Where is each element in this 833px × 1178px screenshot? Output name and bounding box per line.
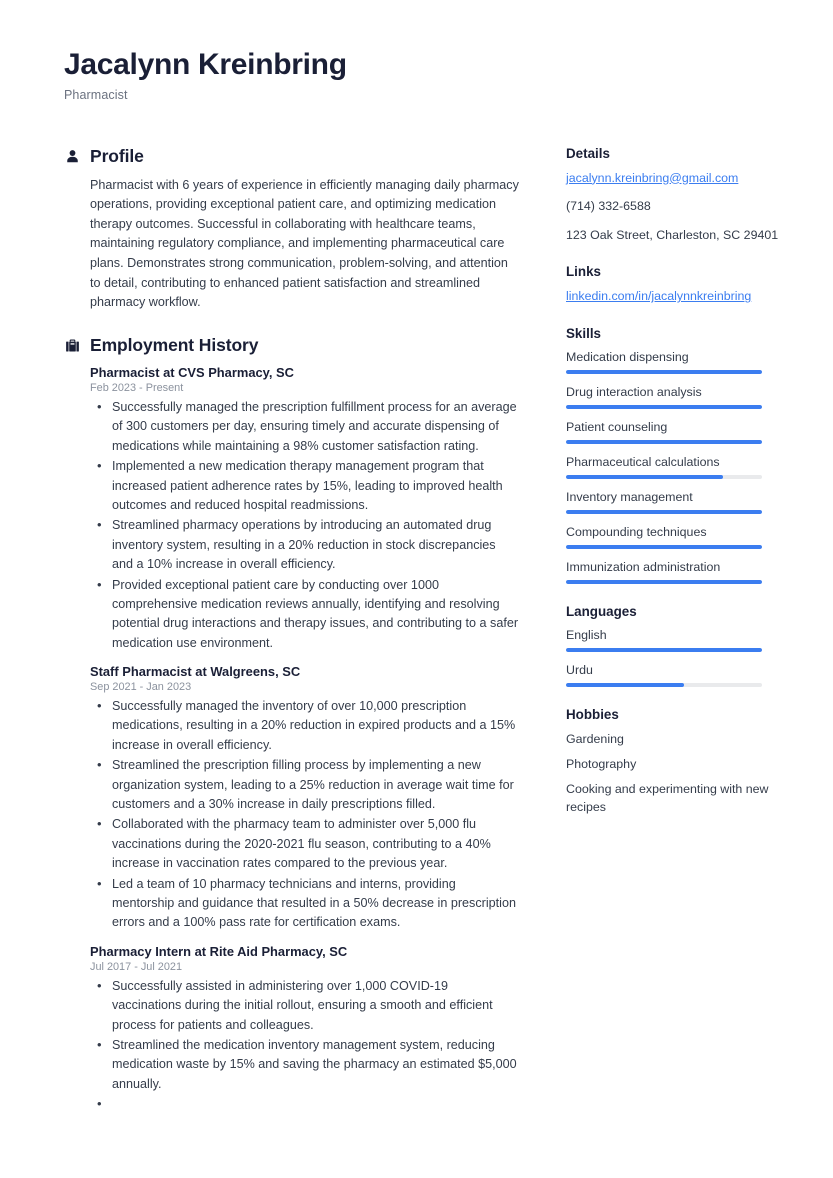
section-profile-header [64,146,520,167]
section-languages-title: Languages [566,603,637,619]
skill-item [566,420,785,444]
section-links [566,264,785,306]
linkedin-link[interactable]: linkedin.com/in/jacalynnkreinbring [566,289,752,304]
employment-jobs-list [64,365,520,1111]
section-profile-body [64,176,520,313]
skill-item-level-bar [566,475,762,479]
phone-text: (714) 332-6588 [566,199,651,214]
job-bullet: • Led a team of 10 pharmacy technicians and interns, providing mentorship and guidance that resulted in a 50% decrease in prescription errors and a 100% pass rate for certification exams. [90,875,520,933]
skill-item-label: Immunization administration [566,559,721,574]
skill-item-label: Medication dispensing [566,349,689,364]
section-profile [64,146,520,313]
skill-item-level-fill [566,510,762,514]
skill-item-level-fill [566,475,723,479]
section-profile-title: Profile [90,145,144,166]
section-details-title: Details [566,145,610,161]
section-languages [566,604,785,687]
skills-list [566,350,785,584]
job-bullet: • Implemented a new medication therapy management program that increased patient adherence rates by 15%, leading to improved health outcomes and reduced hospital readmissions. [90,457,520,515]
skill-item-level-bar [566,580,762,584]
skill-item [566,490,785,514]
language-item-level-fill [566,648,762,652]
job-dates: Jul 2017 - Jul 2021 [90,960,183,973]
job-heading: Pharmacist at CVS Pharmacy, SC [90,364,294,380]
job-dates: Feb 2023 - Present [90,381,184,394]
resume-body [64,146,783,1123]
job-heading: Pharmacy Intern at Rite Aid Pharmacy, SC [90,943,348,959]
skill-item-level-bar [566,545,762,549]
skill-item-label: Patient counseling [566,419,668,434]
skill-item [566,525,785,549]
job-bullet: • Successfully managed the inventory of over 10,000 prescription medications, resulting in a 20% reduction in expired products and a 15% increase in overall efficiency. [90,697,520,755]
skill-item-label: Pharmaceutical calculations [566,454,720,469]
skill-item-label: Drug interaction analysis [566,384,702,399]
skill-item-level-fill [566,545,762,549]
skill-item-level-fill [566,580,762,584]
languages-list [566,628,785,687]
skill-item-level-fill [566,405,762,409]
language-item-label: English [566,627,607,642]
job-bullet-list [90,697,520,933]
job-dates: Sep 2021 - Jan 2023 [90,681,192,694]
hobby-item: Photography [566,756,637,771]
job-bullet: • Successfully assisted in administering over 1,000 COVID-19 vaccinations during the initial rollout, ensuring a smooth and efficient process for patients and colleagues. [90,977,520,1035]
job-bullet: • Provided exceptional patient care by conducting over 1000 comprehensive medication reviews annually, identifying and resolving potential drug interactions and therapy issues, and contributing to a safer medication use environment. [90,576,520,654]
job-bullet: • Streamlined the medication inventory management system, reducing medication waste by 15% and saving the pharmacy an estimated $5,000 annually. [90,1036,520,1094]
job-bullet-list [90,398,520,653]
candidate-job-title: Pharmacist [64,87,128,102]
candidate-name: Jacalynn Kreinbring [64,48,347,81]
job-bullet [90,1095,520,1111]
skill-item [566,455,785,479]
employment-job [90,664,520,933]
job-bullet: • Collaborated with the pharmacy team to administer over 5,000 flu vaccinations during the 2020-2021 flu season, contributing to a 40% increase in vaccination rates compared to the previous year. [90,815,520,873]
sidebar-column [566,146,785,837]
job-bullet: • Streamlined pharmacy operations by introducing an automated drug inventory system, resulting in a 20% reduction in stock discrepancies and a 10% increase in overall efficiency. [90,516,520,574]
email-link[interactable]: jacalynn.kreinbring@gmail.com [566,170,739,185]
section-employment [64,335,520,1111]
skill-item-level-bar [566,370,762,374]
section-employment-title: Employment History [90,334,259,355]
briefcase-icon [64,337,81,354]
section-hobbies [566,707,785,817]
skill-item [566,560,785,584]
job-heading: Staff Pharmacist at Walgreens, SC [90,664,301,680]
skill-item-level-fill [566,440,762,444]
section-employment-header [64,335,520,356]
section-skills-title: Skills [566,325,601,341]
language-item-level-bar [566,648,762,652]
section-links-title: Links [566,264,601,280]
skill-item-label: Inventory management [566,489,693,504]
skill-item [566,350,785,374]
employment-job [90,365,520,653]
language-item-label: Urdu [566,662,593,677]
language-item [566,628,785,652]
language-item-level-bar [566,683,762,687]
main-column [64,146,520,1123]
section-skills [566,326,785,584]
hobby-item: Cooking and experimenting with new recipes [566,781,769,814]
resume-header [64,48,783,102]
hobby-item: Gardening [566,731,624,746]
language-item [566,663,785,687]
language-item-level-fill [566,683,684,687]
address-text: 123 Oak Street, Charleston, SC 29401 [566,227,779,242]
skill-item-level-bar [566,510,762,514]
section-details [566,146,785,245]
hobbies-list [566,731,785,817]
section-hobbies-title: Hobbies [566,706,619,722]
profile-summary-text: Pharmacist with 6 years of experience in efficiently managing daily pharmacy operations, providing exceptional patient care, and optimizing medication therapy outcomes. Successful in collaborating with healthcare teams, maintaining regulatory compliance, and implementing pharmaceutical care plans. Demonstrates strong communication, problem-solving, and attention to detail, contributing to enhanced patient satisfaction and streamlined pharmacy workflow. [90,177,519,310]
skill-item-level-bar [566,440,762,444]
job-bullet: • Successfully managed the prescription fulfillment process for an average of 300 customers per day, ensuring timely and accurate dispensing of medications while maintaining a 98% customer satisfaction rating. [90,398,520,456]
skill-item [566,385,785,409]
job-bullet: • Streamlined the prescription filling process by implementing a new organization system, leading to a 25% reduction in average wait time for customers and a 30% increase in daily prescriptions filled. [90,756,520,814]
job-bullet-list [90,977,520,1111]
skill-item-label: Compounding techniques [566,524,707,539]
employment-job [90,944,520,1111]
skill-item-level-fill [566,370,762,374]
user-icon [64,148,81,165]
skill-item-level-bar [566,405,762,409]
